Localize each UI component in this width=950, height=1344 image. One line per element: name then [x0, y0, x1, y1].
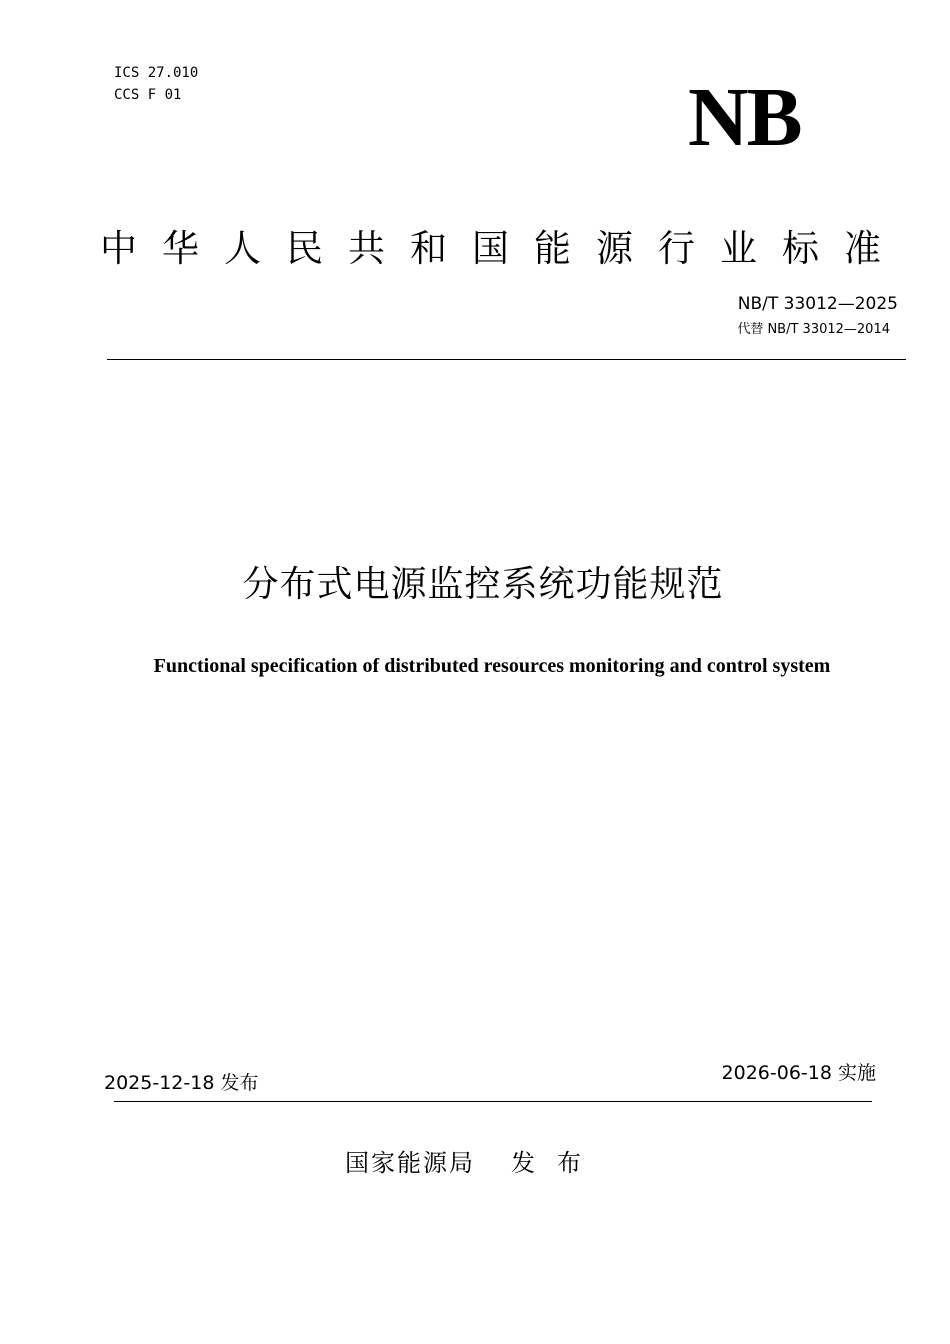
title-english: Functional specification of distributed resources monitoring and control system	[153, 655, 831, 677]
publisher-action: 发布	[511, 1149, 603, 1177]
bottom-divider	[114, 1101, 872, 1102]
ics-code: ICS 27.010	[114, 65, 199, 81]
publisher	[345, 1146, 603, 1180]
standard-type: 中华人民共和国能源行业标准	[100, 227, 906, 270]
standard-number: NB/T 33012—2025	[737, 294, 898, 314]
publisher-name: 国家能源局	[345, 1149, 475, 1177]
classification-codes	[114, 62, 198, 106]
issue-date: 2025-12-18 发布	[104, 1072, 259, 1094]
title-chinese: 分布式电源监控系统功能规范	[242, 564, 724, 605]
nb-logo: NB	[688, 71, 801, 164]
effective-date: 2026-06-18 实施	[721, 1062, 876, 1084]
ccs-code: CCS F 01	[114, 87, 182, 103]
replaces-standard: 代替 NB/T 33012—2014	[737, 322, 890, 337]
top-divider	[107, 359, 906, 360]
